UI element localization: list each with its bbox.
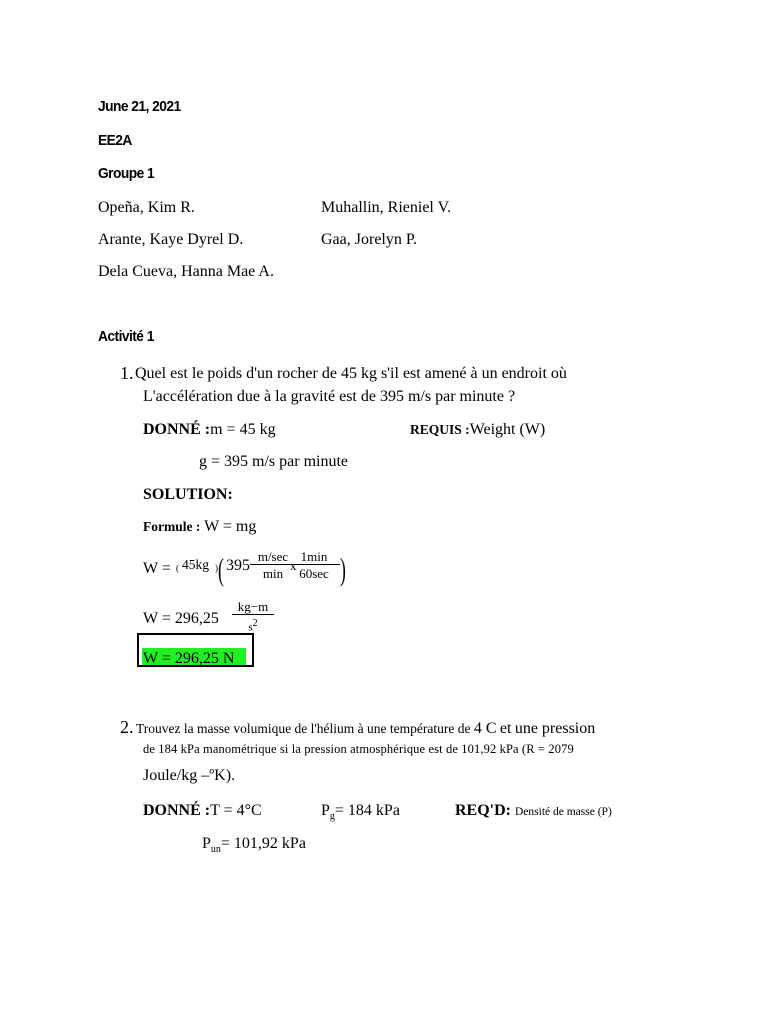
equation-prefix: W = xyxy=(143,560,171,577)
problem2-given xyxy=(143,802,262,820)
unit-denominator: $s^2$ xyxy=(232,614,274,635)
eq-paren-open: ( xyxy=(218,551,224,587)
date-heading: June 21, 2021 xyxy=(98,98,181,115)
problem2-number: 2. xyxy=(120,717,134,737)
given-mass: m = 45 kg xyxy=(210,421,276,438)
required-value: Weight (W) xyxy=(469,421,546,438)
eq-paren-close: ) xyxy=(340,551,346,587)
formula-label: Formule : xyxy=(143,519,201,534)
eq-times: x xyxy=(290,558,297,573)
problem1-number: 1. xyxy=(120,363,134,383)
given-label: DONNÉ : xyxy=(143,421,211,438)
fraction-denominator: 60sec xyxy=(288,564,340,581)
fraction-numerator: m/sec xyxy=(257,549,289,564)
required-label: REQUIS : xyxy=(410,422,470,437)
given-temperature: T = 4°C xyxy=(210,802,262,819)
member-name: Dela Cueva, Hanna Mae A. xyxy=(98,263,274,280)
problem1-given xyxy=(143,421,276,439)
required-value: Densité de masse (P) xyxy=(515,806,612,818)
fraction-numerator: 1min xyxy=(300,549,328,564)
problem2-atm-pressure: $P_{un}= 101,92$ kPa xyxy=(202,835,306,856)
fraction-conversion xyxy=(288,550,340,581)
final-answer: W = 296,25 N xyxy=(143,650,235,667)
problem1-given-g: g = 395 m/s par minute xyxy=(199,453,349,470)
fraction-denominator: min xyxy=(250,564,296,581)
member-name: Muhallin, Rieniel V. xyxy=(321,199,452,216)
member-name: Gaa, Jorelyn P. xyxy=(321,231,417,248)
member-name: Arante, Kaye Dyrel D. xyxy=(98,231,244,248)
group-heading: Groupe 1 xyxy=(98,165,155,182)
given-label: DONNÉ : xyxy=(143,802,211,819)
problem2-line1: Trouvez la masse volumique de l'hélium à une température de 4 C et une pression xyxy=(136,720,596,737)
eq-small-paren-open: ( xyxy=(176,563,179,573)
eq-mass: 45kg xyxy=(182,557,209,572)
activity-title: Activité 1 xyxy=(98,328,154,345)
problem2-required xyxy=(455,802,612,820)
unit-numerator: kg−m xyxy=(237,599,269,614)
problem2-gauge-pressure: $P_g= 184$ kPa xyxy=(321,802,400,823)
problem2-line2: de 184 kPa manométrique si la pression atmosphérique est de 101,92 kPa (R = 2079 xyxy=(143,742,574,756)
member-name: Opeña, Kim R. xyxy=(98,199,195,216)
solution-label: SOLUTION: xyxy=(143,486,233,503)
eq-coefficient: 395 xyxy=(226,557,250,574)
formula-line xyxy=(143,518,256,536)
problem1-required xyxy=(410,421,545,439)
required-label: REQ'D: xyxy=(455,802,511,819)
result-intermediate: W = 296,25 xyxy=(143,610,219,627)
problem2-line3: Joule/kg –ºK). xyxy=(143,767,236,784)
formula-text: W = mg xyxy=(204,518,257,535)
class-heading: EE2A xyxy=(98,132,132,149)
fraction-unit xyxy=(232,600,274,635)
problem1-line1: Quel est le poids d'un rocher de 45 kg s'il est amené à un endroit où xyxy=(135,365,567,382)
problem1-line2: L'accélération due à la gravité est de 395 m/s par minute ? xyxy=(143,388,516,405)
eq-small-paren-close: ) xyxy=(215,563,218,573)
